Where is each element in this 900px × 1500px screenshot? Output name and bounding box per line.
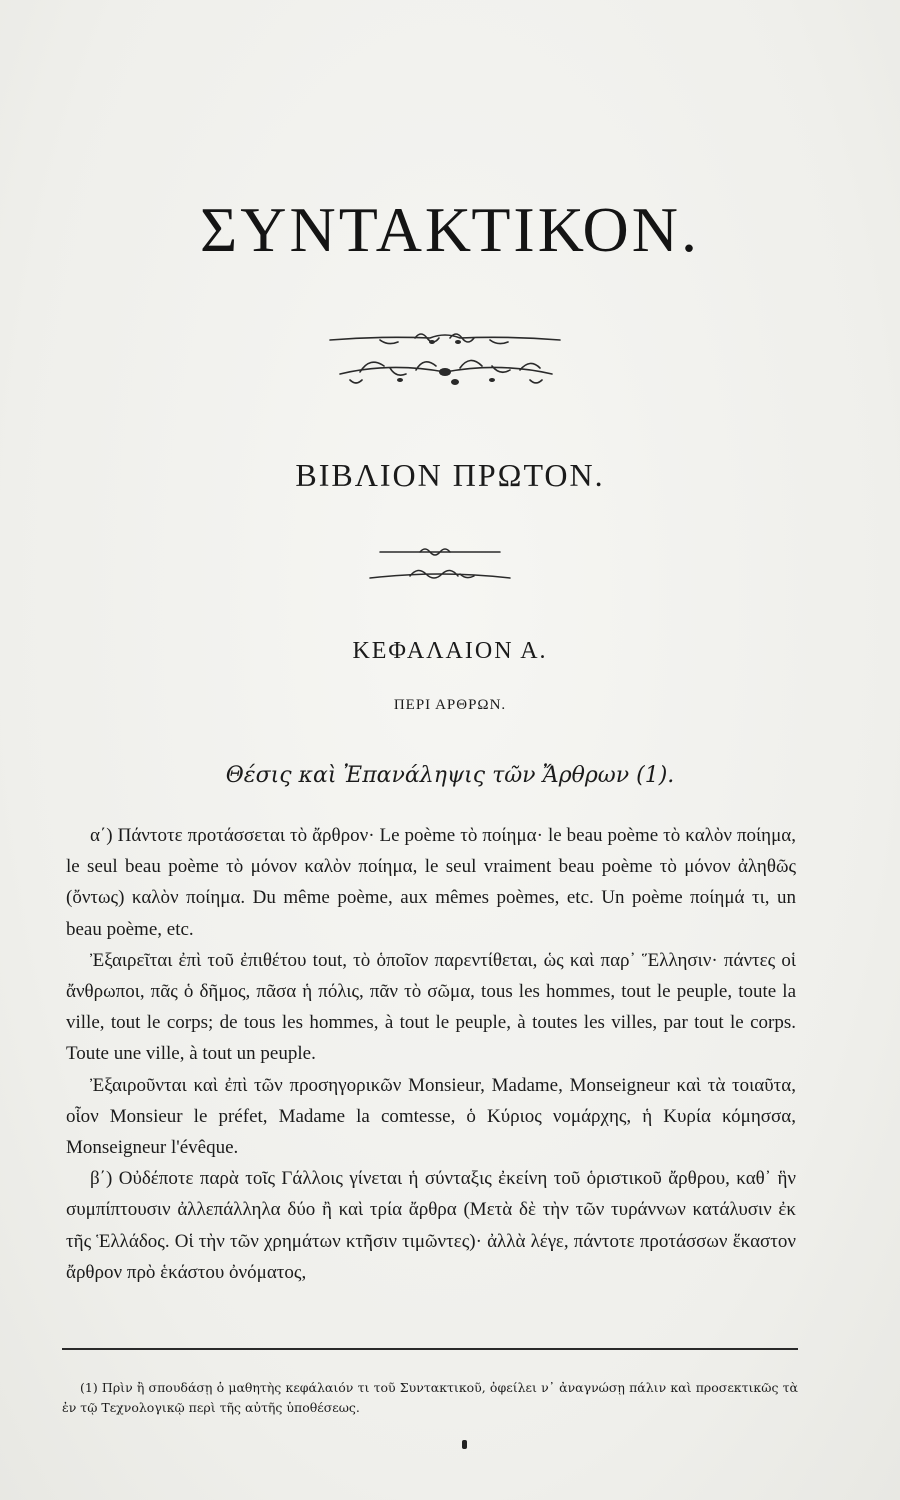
chapter-heading: ΚΕΦΑΛΑΙΟΝ Α.: [352, 638, 548, 664]
paragraph: α΄) Πάντοτε προτάσσεται τὸ ἄρθρον· Le poème τὸ ποίημα· le beau poème τὸ καλὸν ποίημα, le seul beau poème τὸ μόνον καλὸν ποίημα, le seul vraiment beau poème τὸ μόνον ἀληθῶς (ὄντως) καλὸν ποίημα. Du même poème, aux mêmes poèmes, etc. Un poème ποίημά τι, un beau poème, etc.: [66, 825, 796, 940]
footnote-divider: [62, 1348, 798, 1350]
page-title: ΣΥΝΤΑΚΤΙΚΟΝ.: [200, 194, 700, 265]
scroll-ornament-icon: [360, 540, 520, 590]
footnote: [62, 1378, 798, 1418]
section-heading: Θέσις καὶ Ἐπανάληψις τῶν Ἄρθρων (1).: [225, 763, 675, 788]
paragraph: Ἐξαιροῦνται καὶ ἐπὶ τῶν προσηγορικῶν Monsieur, Madame, Monseigneur καὶ τὰ τοιαῦτα, οἷον Monsieur le préfet, Madame la comtesse, ὁ Κύριος νομάρχης, ἡ Κυρία κόμησσα, Monseigneur l'évêque.: [66, 1074, 796, 1159]
subchapter-heading: ΠΕΡΙ ΑΡΘΡΩΝ.: [393, 697, 507, 713]
paragraph: Ἐξαιρεῖται ἐπὶ τοῦ ἐπιθέτου tout, τὸ ὁποῖον παρεντίθεται, ὡς καὶ παρ᾿ Ἕλλησιν· πάντες οἱ ἄνθρωποι, πᾶς ὁ δῆμος, πᾶσα ἡ πόλις, πᾶν τὸ σῶμα, tous les hommes, tout le peuple, toute la ville, tout le corps; de tous les hommes, à tout le peuple, à toutes les villes, par tout le corps. Toute une ville, à tout un peuple.: [66, 949, 796, 1065]
footnote-text: Πρὶν ἢ σπουδάσῃ ὁ μαθητὴς κεφάλαιόν τι τοῦ Συντακτικοῦ, ὀφείλει ν᾿ ἀναγνώσῃ πάλιν καὶ προσεκτικῶς τὰ ἐν τῷ Τεχνολογικῷ περὶ τῆς αὐτῆς ὑποθέσεως.: [62, 1380, 798, 1415]
floral-ornament-icon: [320, 322, 570, 392]
footnote-number: (1): [80, 1380, 98, 1395]
ink-mark: [462, 1440, 467, 1449]
body-text: [66, 820, 796, 1288]
book-title: ΒΙΒΛΙΟΝ ΠΡΩΤΟΝ.: [295, 457, 605, 493]
paragraph: β΄) Οὐδέποτε παρὰ τοῖς Γάλλοις γίνεται ἡ σύνταξις ἐκείνη τοῦ ὁριστικοῦ ἄρθρου, καθ᾿ ἣν συμπίπτουσιν ἀλλεπάλληλα δύο ἢ καὶ τρία ἄρθρα (Μετὰ δὲ τὴν τῶν τυράννων κατάλυσιν ἐκ τῆς Ἑλλάδος. Οἱ τὴν τῶν χρημάτων κτῆσιν τιμῶντες)· ἀλλὰ λέγε, πάντοτε προτάσσων ἕκαστον ἄρθρον πρὸ ἑκάστου ὀνόματος,: [66, 1168, 796, 1283]
